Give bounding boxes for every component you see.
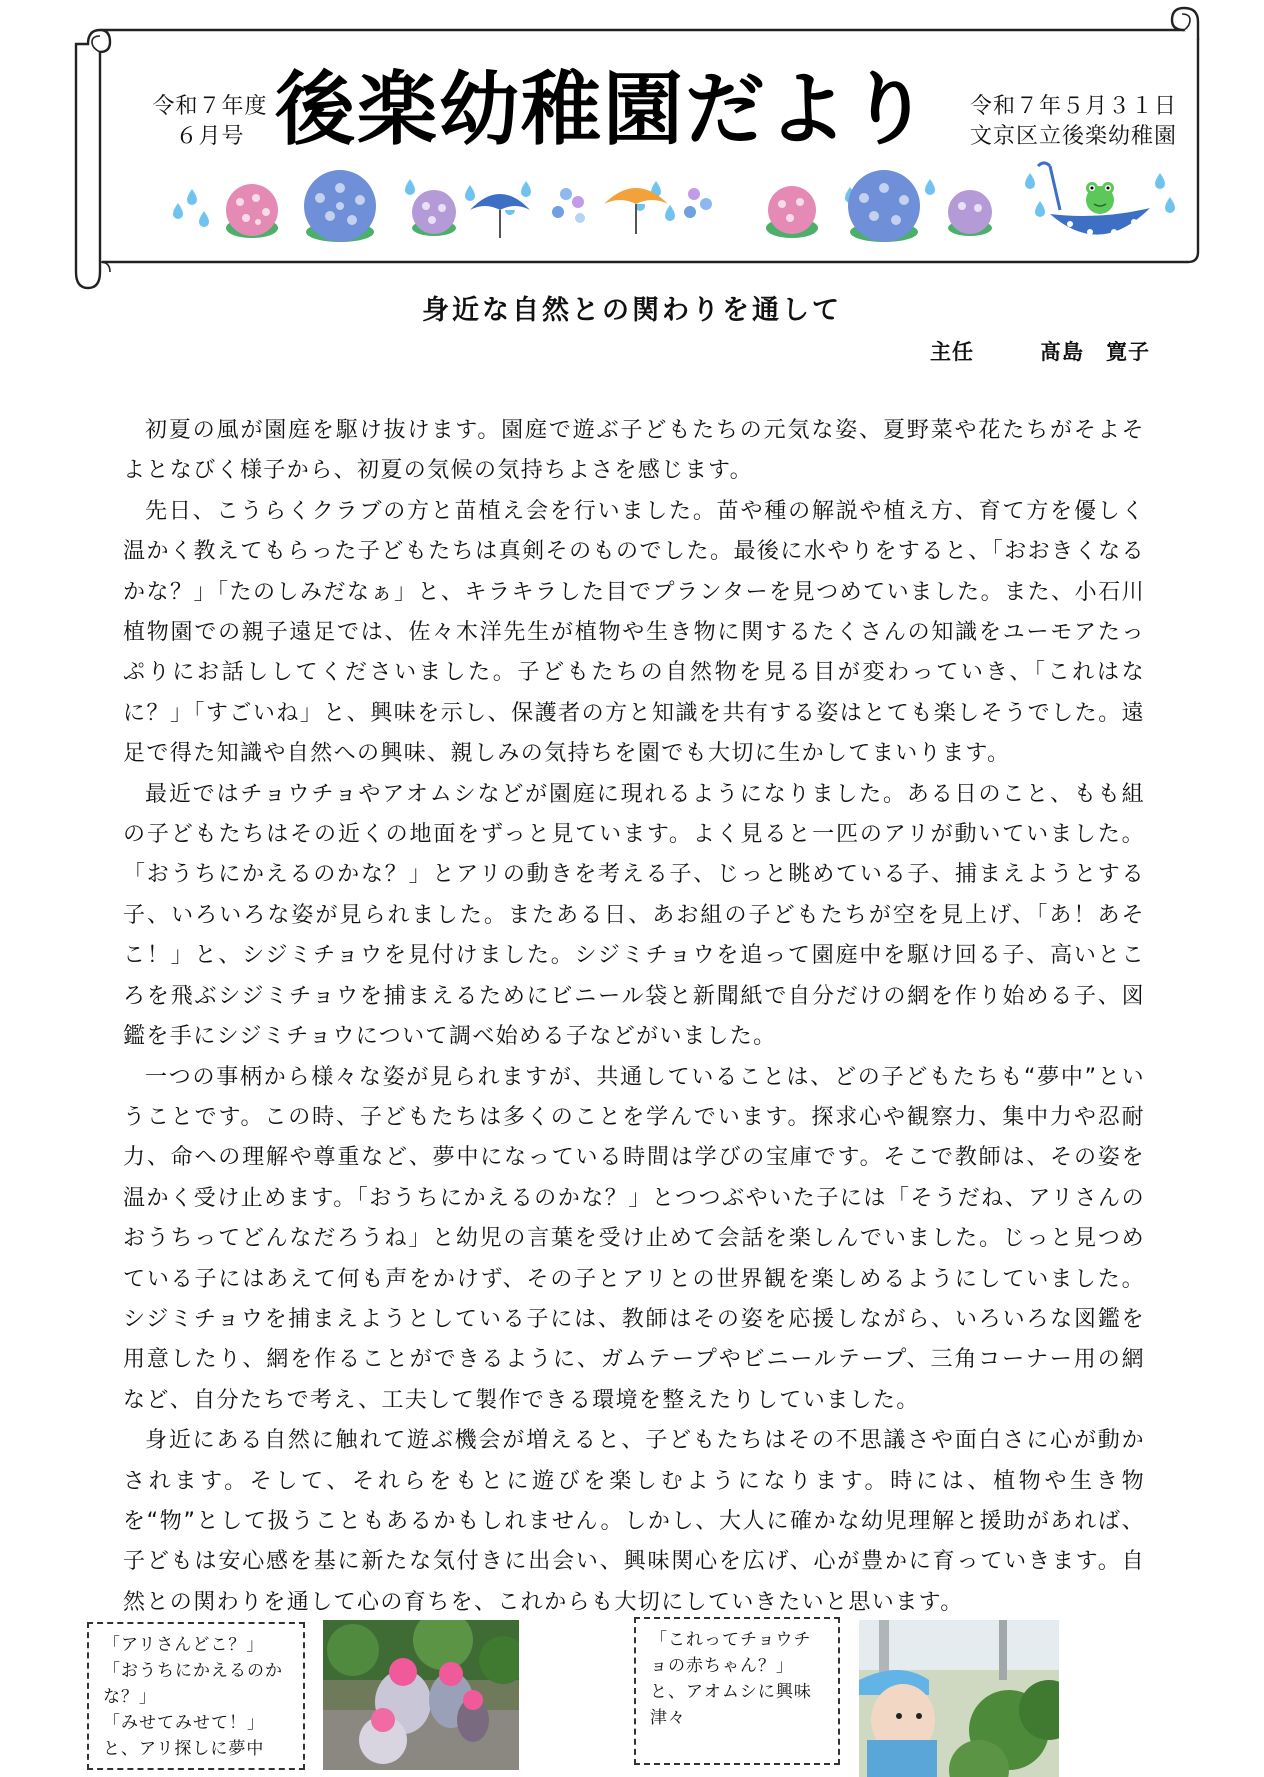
publish-info [970,92,1200,152]
caption-line: と、アオムシに興味津々 [650,1682,812,1728]
paragraph: 初夏の風が園庭を駆け抜けます。園庭で遊ぶ子どもたちの元気な姿、夏野菜や花たちがそよそよとなびく様子から、初夏の気候の気持ちよさを感じます。 [123,418,1145,484]
author-line [930,336,1160,366]
hydrangea-icon [948,190,992,236]
caption-line: 「これってチョウチョの赤ちゃん？」 [650,1630,812,1676]
article-body [123,411,1145,1623]
frog-umbrella-icon [1038,163,1150,235]
hydrangea-icon [226,184,278,238]
publisher-name: 文京区立後楽幼稚園 [970,124,1178,149]
hydrangea-icon [766,186,818,238]
hydrangea-icon [412,190,456,236]
paragraph: 先日、こうらくクラブの方と苗植え会を行いました。苗や種の解説や植え方、育て方を優しく温かく教えてもらった子どもたちは真剣そのものでした。最後に水やりをすると、「おおきくなるかな？」「たのしみだなぁ」と、キラキラした目でプランターを見つめていました。また、小石川植物園での親子遠足では、佐々木洋先生が植物や生き物に関するたくさんの知識をユーモアたっぷりにお話ししてくださいました。子どもたちの自然物を見る目が変わっていき、「これはなに？」「すごいね」と、興味を示し、保護者の方と知識を共有する姿はとても楽しそうでした。遠足で得た知識や自然への興味、親しみの気持ちを園でも大切に生かしてまいります。 [123,498,1145,767]
photo-children-ant-search [323,1620,519,1770]
flower-icon [552,188,585,223]
fiscal-year: 令和７年度 [152,94,268,119]
issue-month: ６月号 [175,124,245,149]
paragraph: 最近ではチョウチョやアオムシなどが園庭に現れるようになりました。ある日のこと、もも組の子どもたちはその近くの地面をずっと見ています。よく見ると一匹のアリが動いていました。「おうちにかえるのかな？」とアリの動きを考える子、じっと眺めている子、捕まえようとする子、いろいろな姿が見られました。またある日、あお組の子どもたちが空を見上げ、「あ！あそこ！」と、シジミチョウを見付けました。シジミチョウを追って園庭中を駆け回る子、高いところを飛ぶシジミチョウを捕まえるためにビニール袋と新聞紙で自分だけの網を作り始める子、図鑑を手にシジミチョウについて調べ始める子などがいました。 [123,781,1145,1050]
issue-info [135,92,285,152]
photo-caption-caterpillar [634,1617,840,1765]
article-title: 身近な自然との関わりを通して [422,295,842,326]
caption-line: 「アリさんどこ？」 [103,1635,265,1655]
masthead-banner [70,0,1220,290]
photo-child-caterpillar [859,1620,1059,1777]
paragraph: 一つの事柄から様々な姿が見られますが、共通していることは、どの子どもたちも“夢中”ということです。この時、子どもたちは多くのことを学んでいます。探求心や観察力、集中力や忍耐力、命への理解や尊重など、夢中になっている時間は学びの宝庫です。そこで教師は、その姿を温かく受け止めます。「おうちにかえるのかな？」とつつぶやいた子には「そうだね、アリさんのおうちってどんなだろうね」と幼児の言葉を受け止めて会話を楽しんでいました。じっと見つめている子にはあえて何も声をかけず、その子とアリとの世界観を楽しめるようにしていました。シジミチョウを捕まえようとしている子には、教師はその姿を応援しながら、いろいろな図鑑を用意したり、網を作ることができるように、ガムテープやビニールテープ、三角コーナー用の網など、自分たちで考え、工夫して製作できる環境を整えたりしていました。 [123,1064,1145,1413]
author-role: 主任 [930,340,974,364]
publish-date: 令和７年５月３１日 [970,94,1178,119]
hydrangea-icon [848,170,920,242]
flower-icon [684,188,712,218]
newsletter-title: 後楽幼稚園だより [275,63,931,156]
umbrella-icon [470,194,530,238]
caption-line: 「みせてみせて！」 [103,1713,265,1733]
caption-line: と、アリ探しに夢中 [103,1739,265,1759]
author-name: 髙島 寛子 [1040,340,1150,364]
hydrangea-icon [304,170,376,242]
caption-line: 「おうちにかえるのかな？」 [103,1661,283,1707]
rainy-season-decoration [170,158,1190,248]
photo-caption-ants [87,1622,305,1770]
paragraph: 身近にある自然に触れて遊ぶ機会が増えると、子どもたちはその不思議さや面白さに心が動かされます。そして、それらをもとに遊びを楽しむようになります。時には、植物や生き物を“物”として扱うこともあるかもしれません。しかし、大人に確かな幼児理解と援助があれば、子どもは安心感を基に新たな気付きに出会い、興味関心を広げ、心が豊かに育っていきます。自然との関わりを通して心の育ちを、これからも大切にしていきたいと思います。 [123,1428,1145,1615]
